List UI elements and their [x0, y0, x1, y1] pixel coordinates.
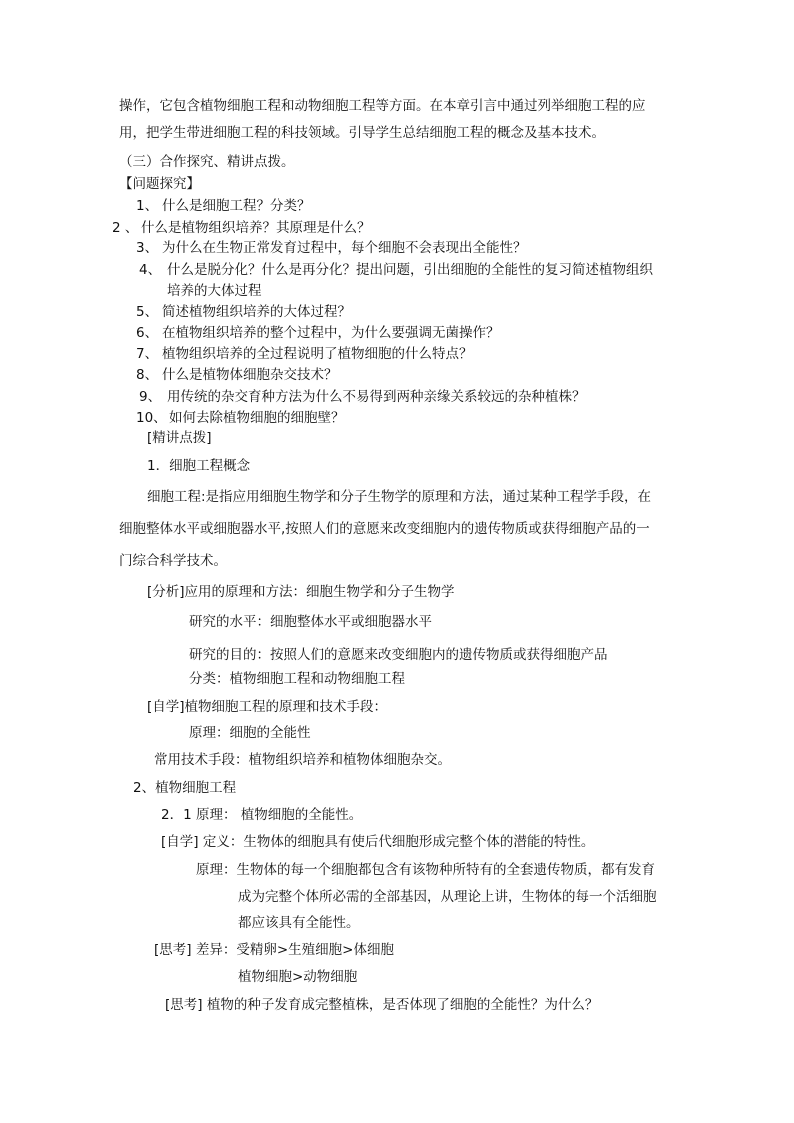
item-number: 3、 — [136, 240, 159, 256]
problem-item-7 — [136, 345, 473, 363]
problem-item-6 — [136, 324, 500, 342]
techniques-line: 常用技术手段：植物组织培养和植物体细胞杂交。 — [154, 752, 451, 768]
research-purpose: 研究的目的：按照人们的意愿来改变细胞内的遗传物质或获得细胞产品 — [189, 647, 608, 663]
problem-item-4-continued: 培养的大体过程 — [167, 283, 262, 299]
problem-item-4 — [139, 261, 653, 279]
principle-paragraph-line-2: 成为完整个体所必需的全部基因，从理论上讲，生物体的每一个活细胞 — [238, 889, 657, 905]
problem-item-10 — [136, 409, 345, 427]
item-text: 简述植物组织培养的大体过程？ — [162, 304, 351, 320]
difference-line-2: 植物细胞>动物细胞 — [238, 969, 358, 985]
item-number: 7、 — [136, 346, 159, 362]
item-number: 9、 — [139, 389, 162, 405]
problem-item-9 — [139, 388, 586, 406]
section-3-title: （三）合作探究、精讲点拨。 — [119, 154, 295, 170]
section-2-title: 2、植物细胞工程 — [133, 780, 237, 796]
item-number: 6、 — [136, 325, 159, 341]
problem-heading: 【问题探究】 — [119, 176, 200, 192]
item-number: 10、 — [136, 410, 167, 426]
section-2-1-line: 2．1 原理： 植物细胞的全能性。 — [161, 807, 363, 823]
problem-item-1 — [136, 197, 311, 215]
problem-item-2 — [112, 219, 371, 237]
item-number: 4、 — [139, 262, 162, 278]
definition-line-1: 细胞工程:是指应用细胞生物学和分子生物学的原理和方法，通过某种工程学手段，在 — [147, 489, 652, 505]
item-text: 如何去除植物细胞的细胞壁？ — [169, 410, 345, 426]
definition-line-2: 细胞整体水平或细胞器水平,按照人们的意愿来改变细胞内的遗传物质或获得细胞产品的一 — [119, 521, 650, 537]
problem-item-5 — [136, 303, 351, 321]
research-level: 研究的水平：细胞整体水平或细胞器水平 — [189, 614, 432, 630]
principle-paragraph-line-3: 都应该具有全能性。 — [238, 915, 360, 931]
item-number: 5、 — [136, 304, 159, 320]
item-text: 什么是植物体细胞杂交技术？ — [162, 367, 338, 383]
item-text: 什么是细胞工程？分类？ — [162, 198, 311, 214]
think-question: [思考] 植物的种子发育成完整植株，是否体现了细胞的全能性？为什么？ — [165, 997, 599, 1013]
item-text: 用传统的杂交育种方法为什么不易得到两种亲缘关系较远的杂种植株？ — [167, 389, 586, 405]
item-text: 什么是植物组织培养？其原理是什么？ — [141, 220, 371, 236]
item-number: 8、 — [136, 367, 159, 383]
item-text: 什么是脱分化？什么是再分化？提出问题，引出细胞的全能性的复习简述植物组织 — [167, 262, 653, 278]
principle-line: 原理：细胞的全能性 — [189, 725, 311, 741]
definition-line-3: 门综合科学技术。 — [119, 553, 227, 569]
intro-line-2: 用，把学生带进细胞工程的科技领域。引导学生总结细胞工程的概念及基本技术。 — [119, 125, 605, 141]
item-text: 植物组织培养的全过程说明了植物细胞的什么特点？ — [162, 346, 473, 362]
principle-paragraph-line-1: 原理：生物体的每一个细胞都包含有该物种所特有的全套遗传物质，都有发育 — [196, 862, 655, 878]
section-1-title: 1．细胞工程概念 — [147, 458, 251, 474]
item-text: 在植物组织培养的整个过程中，为什么要强调无菌操作？ — [162, 325, 500, 341]
item-number: 2 、 — [112, 220, 139, 236]
analysis-line: [分析]应用的原理和方法：细胞生物学和分子生物学 — [147, 584, 455, 600]
item-text: 为什么在生物正常发育过程中，每个细胞不会表现出全能性？ — [162, 240, 527, 256]
item-number: 1、 — [136, 198, 159, 214]
difference-line-1: [思考] 差异：受精卵>生殖细胞>体细胞 — [154, 942, 394, 958]
intro-line-1: 操作，它包含植物细胞工程和动物细胞工程等方面。在本章引言中通过列举细胞工程的应 — [119, 98, 646, 114]
problem-item-8 — [136, 366, 338, 384]
lecture-heading: [精讲点拨] — [147, 430, 212, 446]
self-study-line: [自学]植物细胞工程的原理和技术手段： — [147, 699, 388, 715]
problem-item-3 — [136, 239, 527, 257]
category-line: 分类：植物细胞工程和动物细胞工程 — [189, 671, 405, 687]
totipotency-definition: [自学] 定义：生物体的细胞具有使后代细胞形成完整个体的潜能的特性。 — [161, 834, 595, 850]
